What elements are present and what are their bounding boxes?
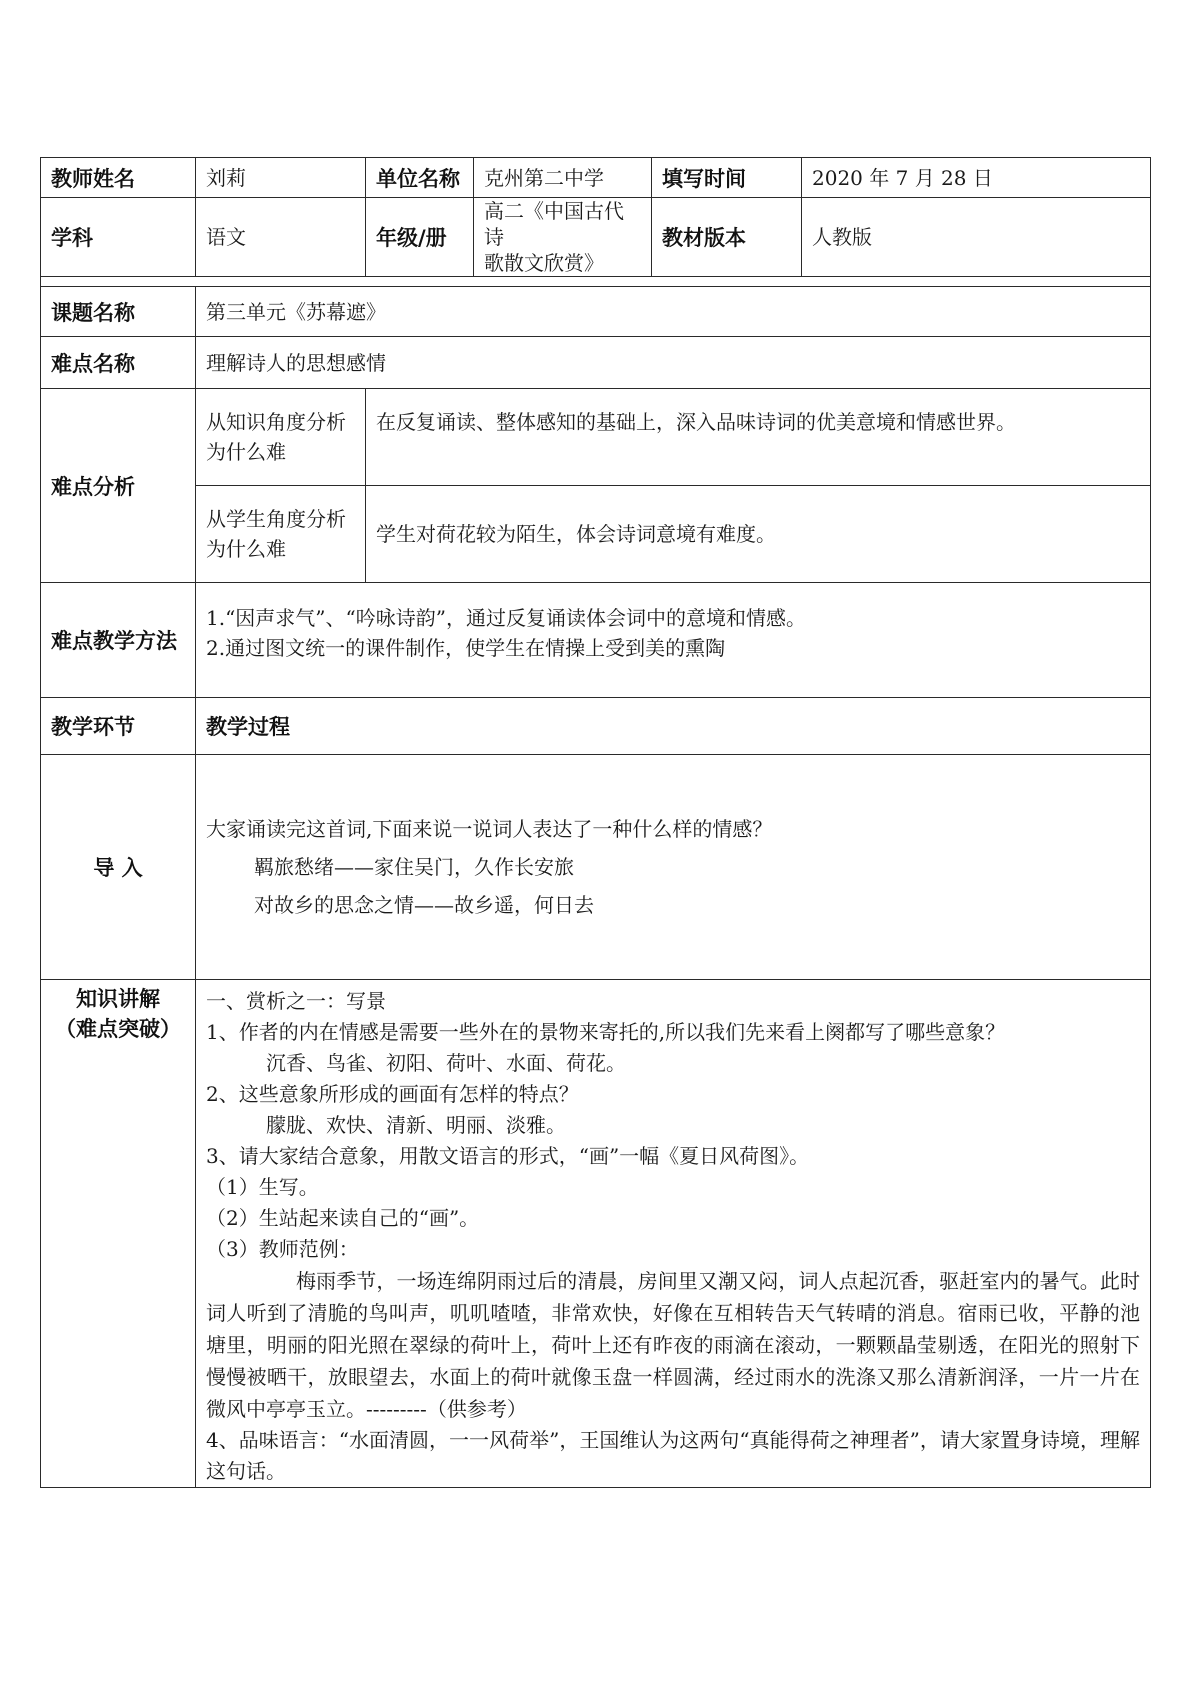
grade-label: 年级/册 xyxy=(366,198,474,277)
analysis-row-student xyxy=(41,486,1151,583)
student-angle-label-line-2: 为什么难 xyxy=(206,537,286,561)
header-row-1 xyxy=(41,158,1151,198)
process-content-label: 教学过程 xyxy=(196,698,1151,755)
difficulty-row xyxy=(41,337,1151,389)
student-angle-label-line-1: 从学生角度分析 xyxy=(206,507,346,531)
grade-value-line-1: 高二《中国古代诗 xyxy=(484,199,624,249)
knowledge-label xyxy=(41,980,196,1488)
intro-row xyxy=(41,755,1151,980)
knowledge-a1: 沉香、鸟雀、初阳、荷叶、水面、荷花。 xyxy=(266,1051,626,1075)
intro-answer-1: 羁旅愁绪——家住吴门，久作长安旅 xyxy=(254,855,574,879)
knowledge-q1: 1、作者的内在情感是需要一些外在的景物来寄托的,所以我们先来看上阕都写了哪些意象？ xyxy=(206,1020,1006,1044)
fill-date-value: 2020 年 7 月 28 日 xyxy=(802,158,1151,198)
subject-label: 学科 xyxy=(41,198,196,277)
lesson-plan-document xyxy=(40,157,1150,1488)
knowledge-sample-paragraph: 梅雨季节，一场连绵阴雨过后的清晨，房间里又潮又闷，词人点起沉香，驱赶室内的暑气。此时词人听到了清脆的鸟叫声，叽叽喳喳，非常欢快，好像在互相转告天气转晴的消息。宿雨已收，平静的池塘里，明丽的阳光照在翠绿的荷叶上，荷叶上还有昨夜的雨滴在滚动，一颗颗晶莹剔透，在阳光的照射下慢慢被晒干，放眼望去，水面上的荷叶就像玉盘一样圆满，经过雨水的洗涤又那么清新润泽，一片一片在微风中亭亭玉立。---------（供参考） xyxy=(206,1269,1140,1421)
fill-date-label: 填写时间 xyxy=(652,158,802,198)
student-angle-value: 学生对荷花较为陌生，体会诗词意境有难度。 xyxy=(366,486,1151,583)
knowledge-angle-label-line-2: 为什么难 xyxy=(206,440,286,464)
knowledge-a2: 朦胧、欢快、清新、明丽、淡雅。 xyxy=(266,1113,566,1137)
spacer-cell xyxy=(41,277,1151,287)
knowledge-label-line-1: 知识讲解 xyxy=(76,987,160,1011)
topic-value: 第三单元《苏幕遮》 xyxy=(196,287,1151,337)
header-row-2 xyxy=(41,198,1151,277)
subject-value: 语文 xyxy=(196,198,366,277)
unit-name-value: 克州第二中学 xyxy=(474,158,652,198)
spacer-row xyxy=(41,277,1151,287)
intro-label: 导 入 xyxy=(41,755,196,980)
grade-value xyxy=(474,198,652,277)
analysis-label: 难点分析 xyxy=(41,389,196,583)
knowledge-angle-value: 在反复诵读、整体感知的基础上，深入品味诗词的优美意境和情感世界。 xyxy=(366,389,1151,486)
knowledge-step-3: （3）教师范例： xyxy=(206,1237,359,1261)
grade-value-line-2: 歌散文欣赏》 xyxy=(484,251,604,275)
knowledge-q4: 4、品味语言：“水面清圆，一一风荷举”，王国维认为这两句“真能得荷之神理者”，请大家置身诗境，理解这句话。 xyxy=(206,1428,1140,1483)
knowledge-content xyxy=(196,980,1151,1488)
analysis-row-knowledge xyxy=(41,389,1151,486)
knowledge-q3: 3、请大家结合意象，用散文语言的形式，“画”一幅《夏日风荷图》。 xyxy=(206,1144,810,1168)
knowledge-step-2: （2）生站起来读自己的“画”。 xyxy=(206,1206,480,1230)
knowledge-angle-label xyxy=(196,389,366,486)
knowledge-row xyxy=(41,980,1151,1488)
edition-value: 人教版 xyxy=(802,198,1151,277)
intro-content xyxy=(196,755,1151,980)
knowledge-heading: 一、赏析之一：写景 xyxy=(206,989,386,1013)
knowledge-q2: 2、这些意象所形成的画面有怎样的特点？ xyxy=(206,1082,579,1106)
knowledge-step-1: （1）生写。 xyxy=(206,1175,319,1199)
edition-label: 教材版本 xyxy=(652,198,802,277)
method-label: 难点教学方法 xyxy=(41,583,196,698)
process-header-row xyxy=(41,698,1151,755)
unit-name-label: 单位名称 xyxy=(366,158,474,198)
student-angle-label xyxy=(196,486,366,583)
knowledge-angle-label-line-1: 从知识角度分析 xyxy=(206,410,346,434)
topic-label: 课题名称 xyxy=(41,287,196,337)
topic-row xyxy=(41,287,1151,337)
intro-answer-2: 对故乡的思念之情——故乡遥，何日去 xyxy=(254,893,594,917)
knowledge-label-line-2: （难点突破） xyxy=(55,1017,181,1041)
method-line-2: 2.通过图文统一的课件制作，使学生在情操上受到美的熏陶 xyxy=(206,636,726,660)
teacher-name-value: 刘莉 xyxy=(196,158,366,198)
method-row xyxy=(41,583,1151,698)
method-value xyxy=(196,583,1151,698)
lesson-plan-table xyxy=(40,157,1151,1488)
difficulty-value: 理解诗人的思想感情 xyxy=(196,337,1151,389)
teacher-name-label: 教师姓名 xyxy=(41,158,196,198)
intro-question: 大家诵读完这首词,下面来说一说词人表达了一种什么样的情感？ xyxy=(206,817,773,841)
difficulty-label: 难点名称 xyxy=(41,337,196,389)
process-stage-label: 教学环节 xyxy=(41,698,196,755)
method-line-1: 1.“因声求气”、“吟咏诗韵”，通过反复诵读体会词中的意境和情感。 xyxy=(206,606,806,630)
